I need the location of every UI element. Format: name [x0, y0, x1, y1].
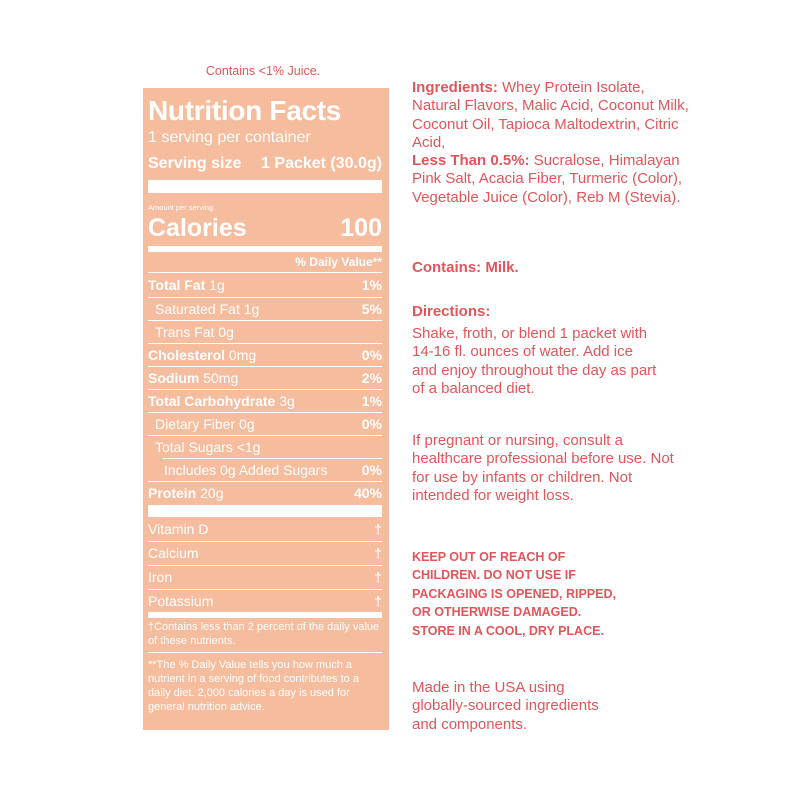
nutrient-name: Cholesterol — [148, 347, 226, 363]
directions-heading: Directions: — [412, 303, 491, 320]
nutrient-name: Total Sugars — [155, 439, 233, 455]
nutrient-pct: 0% — [361, 416, 382, 432]
footnote-daily-value: **The % Daily Value tells you how much a nutrient in a serving of food contributes to a daily diet. 2,000 calories a day is used for general nutrition advice. — [148, 659, 359, 713]
vitamin-name: Calcium — [148, 545, 199, 561]
nutrient-amount: 50mg — [203, 370, 239, 386]
vitamin-row-vitamin-d — [148, 518, 382, 540]
vitamin-row-potassium — [148, 590, 382, 612]
vitamin-row-calcium — [148, 542, 382, 564]
nutrient-row-sodium — [148, 367, 382, 389]
nutrient-row-trans-fat — [148, 321, 382, 343]
nutrient-amount: 3g — [279, 393, 295, 409]
daily-value-header: % Daily Value** — [295, 255, 382, 269]
thick-rule — [148, 505, 382, 517]
serving-size-row — [148, 154, 382, 174]
calories-value: 100 — [340, 214, 382, 242]
pregnancy-warning: If pregnant or nursing, consult a healthcare professional before use. Not for use by infants or children. Not intended for weight loss. — [412, 432, 674, 504]
thick-rule — [148, 180, 382, 193]
nutrition-facts-title: Nutrition Facts — [148, 95, 342, 126]
nutrition-facts-panel — [143, 88, 389, 730]
nutrient-row-cholesterol — [148, 344, 382, 366]
nutrient-row-protein — [148, 482, 382, 504]
nutrient-name: Includes 0g Added Sugars — [164, 462, 328, 478]
nutrient-pct: 0% — [361, 347, 382, 363]
ingredients-block — [412, 79, 692, 207]
nutrient-name: Total Fat — [148, 277, 206, 293]
nutrient-row-dietary-fiber — [148, 413, 382, 435]
nutrient-pct: 1% — [361, 277, 382, 293]
nutrient-pct: 2% — [361, 370, 382, 386]
medium-rule — [148, 246, 382, 252]
safety-warning: KEEP OUT OF REACH OF CHILDREN. DO NOT USE IF PACKAGING IS OPENED, RIPPED, OR OTHERWISE DAMAGED. STORE IN A COOL, DRY PLACE. — [412, 550, 616, 638]
juice-note: Contains <1% Juice. — [205, 64, 321, 78]
nutrient-row-saturated-fat — [148, 298, 382, 320]
vitamin-name: Potassium — [148, 593, 214, 609]
nutrient-amount: 20g — [200, 485, 224, 501]
nutrient-row-total-sugars — [148, 436, 382, 458]
footnote-dagger: †Contains less than 2 percent of the daily value of these nutrients. — [148, 621, 380, 647]
vitamin-pct: † — [374, 593, 382, 609]
contains-allergen: Contains: Milk. — [412, 259, 519, 276]
vitamin-pct: † — [374, 521, 382, 537]
nutrient-amount: 1g — [243, 301, 260, 317]
medium-rule — [148, 612, 382, 618]
nutrient-pct: 1% — [361, 393, 382, 409]
serving-size-label: Serving size — [148, 155, 242, 172]
less-than-label: Less Than 0.5%: — [412, 152, 530, 170]
made-in-usa: Made in the USA using globally-sourced ingredients and components. — [412, 679, 599, 733]
serving-size-value: 1 Packet (30.0g) — [261, 155, 382, 172]
nutrient-pct: 0% — [361, 462, 382, 478]
nutrient-amount: <1g — [236, 439, 261, 455]
nutrient-amount: 0g — [239, 416, 255, 432]
nutrient-amount: 0g — [218, 324, 234, 340]
vitamin-row-iron — [148, 566, 382, 588]
nutrient-name: Trans Fat — [155, 324, 215, 340]
nutrient-row-total-fat — [148, 274, 382, 296]
nutrient-row-added-sugars — [148, 459, 382, 481]
directions-text: Shake, froth, or blend 1 packet with 14-16 fl. ounces of water. Add ice and enjoy throughout the day as part of a balanced diet. — [412, 325, 657, 397]
ingredients-label: Ingredients: — [412, 79, 498, 96]
thin-rule — [148, 652, 382, 653]
vitamin-pct: † — [374, 569, 382, 585]
calories-label: Calories — [148, 214, 247, 242]
nutrient-pct: 40% — [353, 485, 382, 501]
vitamin-pct: † — [374, 545, 382, 561]
nutrient-pct: 5% — [361, 301, 382, 317]
calories-row — [148, 213, 382, 243]
thin-rule — [148, 272, 382, 273]
nutrient-row-total-carbohydrate — [148, 390, 382, 412]
vitamin-name: Iron — [148, 569, 173, 585]
nutrient-name: Protein — [148, 485, 197, 501]
nutrient-amount: 1g — [209, 277, 225, 293]
nutrient-name: Total Carbohydrate — [148, 393, 276, 409]
nutrient-name: Sodium — [148, 370, 200, 386]
nutrient-name: Dietary Fiber — [155, 416, 236, 432]
servings-per-container: 1 serving per container — [148, 129, 311, 146]
less-than-text: Sucralose, Himalayan Pink Salt, Acacia Fiber, Turmeric (Color), Vegetable Juice (Color), Reb M (Stevia). — [412, 152, 683, 206]
vitamin-name: Vitamin D — [148, 521, 209, 537]
nutrient-name: Saturated Fat — [155, 301, 240, 317]
nutrient-amount: 0mg — [228, 347, 257, 363]
amount-per-serving: Amount per serving — [148, 203, 214, 212]
ingredients-text: Whey Protein Isolate, Natural Flavors, Malic Acid, Coconut Milk, Coconut Oil, Tapioca Maltodextrin, Citric Acid, — [412, 79, 689, 151]
